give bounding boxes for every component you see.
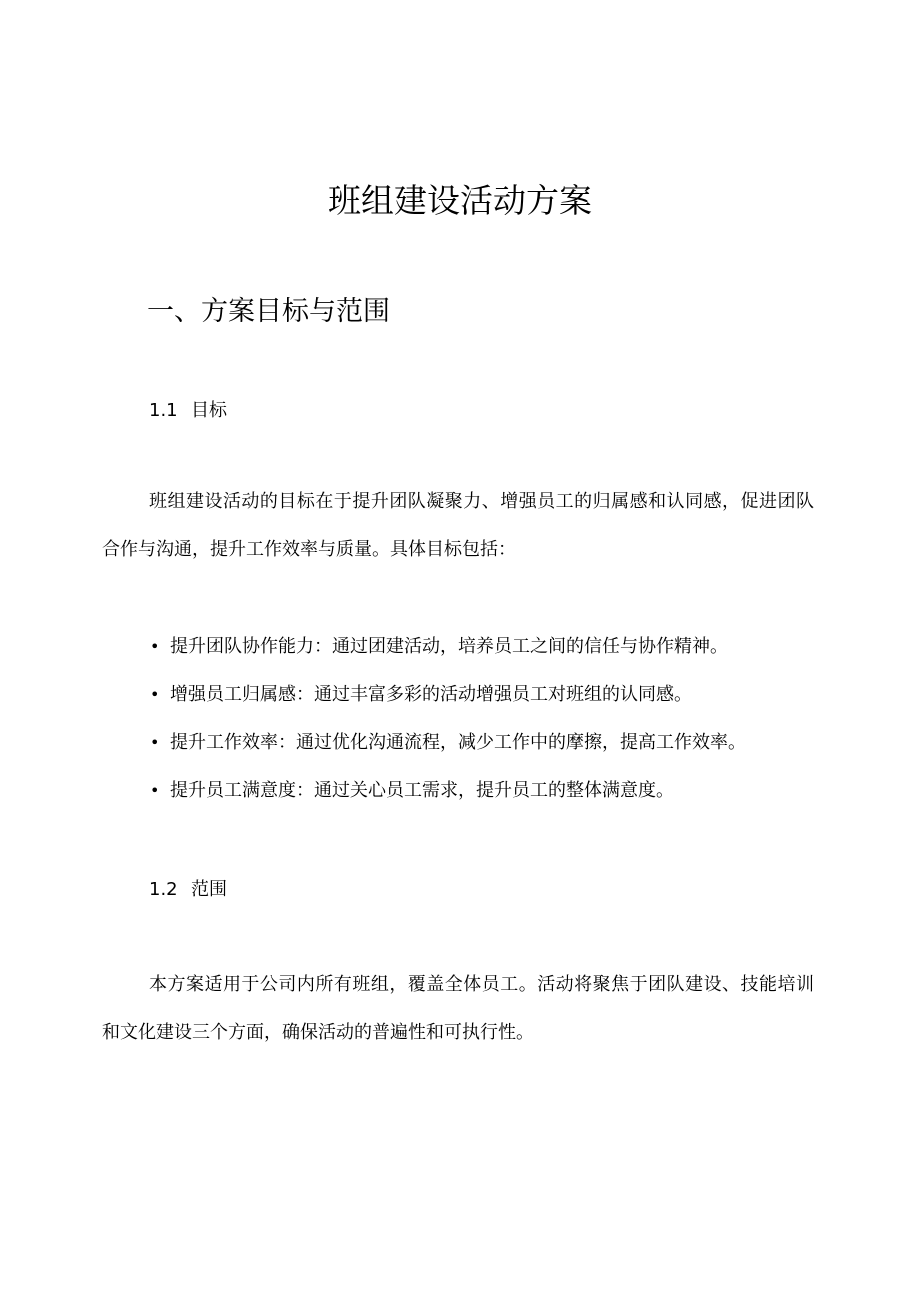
list-item <box>150 719 746 767</box>
subsection-number: 1.1 <box>149 400 178 421</box>
bullet-text: 提升团队协作能力：通过团建活动，培养员工之间的信任与协作精神。 <box>170 636 728 657</box>
section-heading: 一、方案目标与范围 <box>147 296 390 327</box>
bullet-text: 提升员工满意度：通过关心员工需求，提升员工的整体满意度。 <box>170 780 674 801</box>
subsection-number: 1.2 <box>149 879 178 900</box>
subsection-heading-goals <box>149 398 227 424</box>
list-item <box>150 767 746 815</box>
bullet-icon: • <box>150 733 160 752</box>
bullet-icon: • <box>150 637 160 656</box>
subsection-title: 范围 <box>191 879 227 900</box>
goals-bullet-list <box>150 623 746 815</box>
subsection-title: 目标 <box>191 400 227 421</box>
scope-paragraph: 本方案适用于公司内所有班组，覆盖全体员工。活动将聚焦于团队建设、技能培训和文化建设三个方面，确保活动的普遍性和可执行性。 <box>102 974 814 1043</box>
bullet-text: 提升工作效率：通过优化沟通流程，减少工作中的摩擦，提高工作效率。 <box>170 732 746 753</box>
subsection-heading-scope <box>149 877 227 903</box>
bullet-icon: • <box>150 685 160 704</box>
bullet-text: 增强员工归属感：通过丰富多彩的活动增强员工对班组的认同感。 <box>170 684 692 705</box>
goals-paragraph: 班组建设活动的目标在于提升团队凝聚力、增强员工的归属感和认同感，促进团队合作与沟通，提升工作效率与质量。具体目标包括： <box>102 491 814 560</box>
list-item <box>150 623 746 671</box>
list-item <box>150 671 746 719</box>
bullet-icon: • <box>150 781 160 800</box>
document-title: 班组建设活动方案 <box>328 181 592 220</box>
